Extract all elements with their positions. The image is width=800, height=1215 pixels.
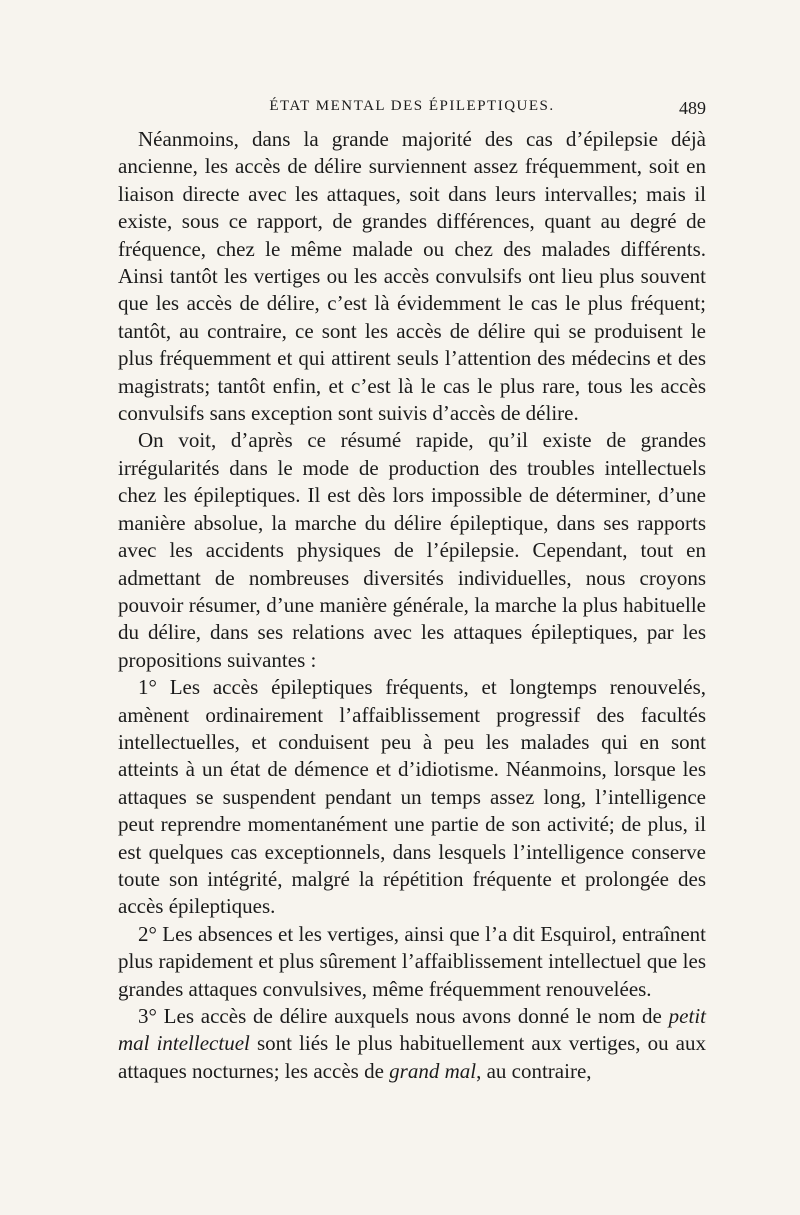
paragraph-3: 1° Les accès épileptiques fréquents, et longtemps renouvelés, amènent ordinairement l’affaiblissement progressif des facultés intellectuelles, et conduisent peu à peu les malades qui en sont atteints à un état de démence et d’idiotisme. Néanmoins, lorsque les attaques se suspendent pendant un temps assez long, l’intelligence peut reprendre momentanément une partie de son activité; de plus, il est quelques cas exceptionnels, dans lesquels l’intelligence conserve toute son intégrité, malgré la répétition fréquente et prolongée des accès épileptiques. [118,675,706,919]
running-title: ÉTAT MENTAL DES ÉPILEPTIQUES. [269,98,555,114]
paragraph-1: Néanmoins, dans la grande majorité des cas d’épilepsie déjà ancienne, les accès de délire surviennent assez fréquemment, soit en liaison directe avec les attaques, soit dans leurs intervalles; mais il existe, sous ce rapport, de grandes différences, quant au degré de fréquence, chez le même malade ou chez des malades différents. Ainsi tantôt les vertiges ou les accès convulsifs ont lieu plus souvent que les accès de délire, c’est là évidemment le cas le plus fréquent; tantôt, au contraire, ce sont les accès de délire qui se produisent le plus fréquemment et qui attirent seuls l’attention des médecins et des magistrats; tantôt enfin, et c’est là le cas le plus rare, tous les accès convulsifs sans exception sont suivis d’accès de délire. [118,127,706,426]
paragraph-5-text-2: sont liés le plus habituellement aux vertiges, ou aux attaques nocturnes; les accès de [118,1031,706,1083]
running-header [118,98,706,126]
term-grand-mal: grand mal [389,1058,477,1083]
page-number: 489 [679,98,706,118]
paragraph-2: On voit, d’après ce résumé rapide, qu’il existe de grandes irrégularités dans le mode de production des troubles intellectuels chez les épileptiques. Il est dès lors impossible de déterminer, d’une manière absolue, la marche du délire épileptique, dans ses rapports avec les accidents physiques de l’épilepsie. Cependant, tout en admettant de nombreuses diversités individuelles, nous croyons pouvoir résumer, d’une manière générale, la marche la plus habituelle du délire, dans ses relations avec les attaques épileptiques, par les propositions suivantes : [118,428,706,672]
paragraph-4: 2° Les absences et les vertiges, ainsi que l’a dit Esquirol, entraînent plus rapidement et plus sûrement l’affaiblissement intellectuel que les grandes attaques convulsives, même fréquemment renouvelées. [118,921,706,1001]
book-page [118,98,706,1085]
term-petit-mal-intellectuel: petit mal intellectuel [118,1004,706,1056]
body-text [118,126,706,1085]
paragraph-5 [118,1003,706,1085]
paragraph-5-text-1: 3° Les accès de délire auxquels nous avons donné le nom de [138,1004,669,1028]
paragraph-5-text-3: , au contraire, [476,1058,592,1083]
